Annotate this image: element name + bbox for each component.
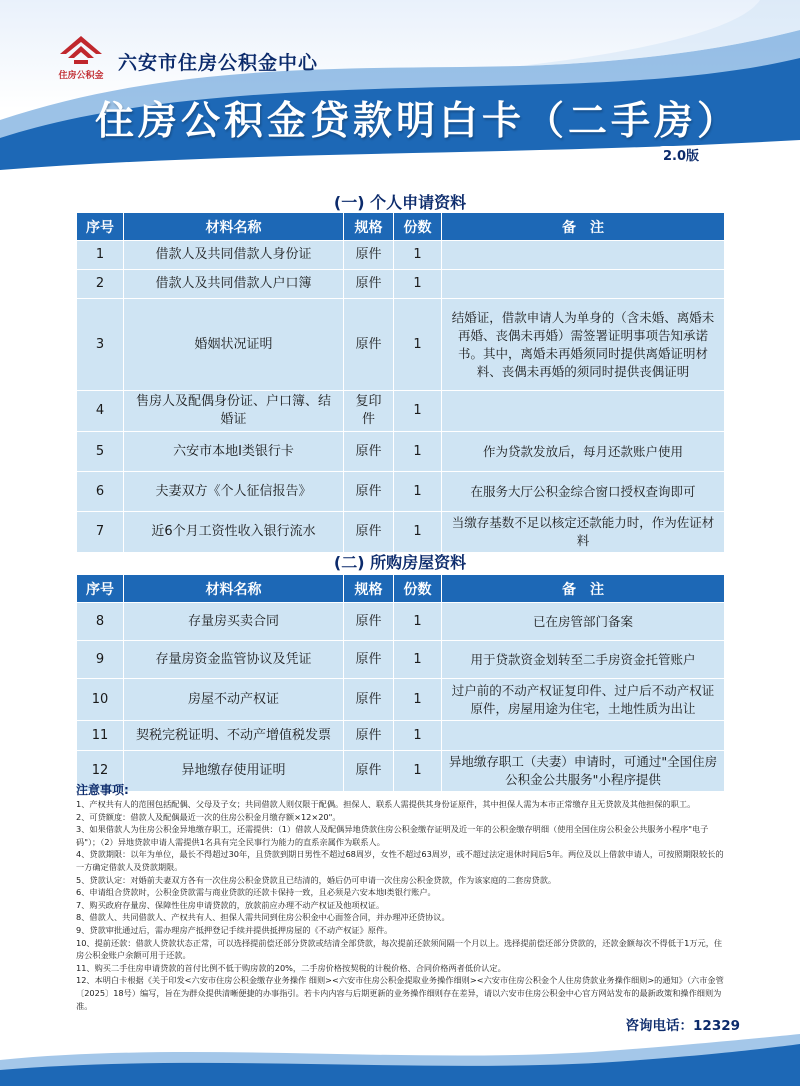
col-header-qty: 份数 [394,213,442,241]
cell-qty: 1 [394,679,442,721]
cell-no: 10 [77,679,124,721]
cell-note: 作为贷款发放后，每月还款账户使用 [442,432,725,472]
cell-name: 存量房买卖合同 [124,603,344,641]
col-header-spec: 规格 [344,213,394,241]
cell-spec: 原件 [344,241,394,270]
cell-name: 存量房资金监管协议及凭证 [124,641,344,679]
table-row [77,241,725,270]
personal-materials-table [76,212,725,553]
table-row [77,679,725,721]
cell-note: 已在房管部门备案 [442,603,725,641]
table-row [77,299,725,391]
cell-name: 借款人及共同借款人户口簿 [124,270,344,299]
note-item: 12、本明白卡根据《关于印发<六安市住房公积金缴存业务操作 细则><六安市住房公积金提取业务操作细则><六安市住房公积金个人住房贷款业务操作细则>的通知》（六市金管〔2025〕18号）编写，旨在为群众提供清晰便捷的办事指引。若卡内内容与后期更新的业务操作细则存在差异，请以六安市住房公积金中心官方网站发布的最新政策和操作细则为准。 [76,975,724,1011]
cell-spec: 原件 [344,432,394,472]
col-header-qty: 份数 [394,575,442,603]
cell-spec: 原件 [344,299,394,391]
logo-text: 住房公积金 [58,71,104,81]
cell-no: 3 [77,299,124,391]
cell-qty: 1 [394,241,442,270]
cell-no: 12 [77,751,124,792]
cell-qty: 1 [394,432,442,472]
section-title-personal: (一) 个人申请资料 [333,193,467,212]
note-item: 11、购买二手住房申请贷款的首付比例不低于购房款的20%，二手房价格按契税的计税价格、合同价格两者低价认定。 [76,962,506,973]
cell-name: 契税完税证明、不动产增值税发票 [124,721,344,751]
cell-qty: 1 [394,299,442,391]
note-item: 5、贷款认定：对婚前夫妻双方各有一次住房公积金贷款且已结清的，婚后仍可申请一次住房公积金贷款，作为该家庭的二套房贷款。 [76,874,557,885]
notes-title: 注意事项: [76,783,129,797]
cell-spec: 原件 [344,603,394,641]
cell-note [442,270,725,299]
cell-note: 在服务大厅公积金综合窗口授权查询即可 [442,472,725,512]
version-badge: 2.0版 [652,146,710,168]
table-header-row [77,575,725,603]
section-title-property: (二) 所购房屋资料 [333,553,467,572]
cell-name: 近6个月工资性收入银行流水 [124,512,344,553]
note-item: 3、如果借款人为住房公积金异地缴存职工，还需提供：（1）借款人及配偶异地贷款住房公积金缴存证明及近一年的公积金缴存明细（使用全国住房公积金公共服务小程序"电子码"）；（2）异地贷款申请人需提供1名具有完全民事行为能力的直系亲属作为联系人。 [76,824,709,847]
col-header-no: 序号 [77,575,124,603]
cell-no: 1 [77,241,124,270]
cell-note: 异地缴存职工（夫妻）申请时，可通过"全国住房公积金公共服务"小程序提供 [442,751,725,792]
cell-qty: 1 [394,603,442,641]
cell-name: 异地缴存使用证明 [124,751,344,792]
table-row [77,721,725,751]
cell-name: 夫妻双方《个人征信报告》 [124,472,344,512]
table-row [77,641,725,679]
notes-section [76,782,726,1012]
cell-name: 婚姻状况证明 [124,299,344,391]
cell-note: 当缴存基数不足以核定还款能力时，作为佐证材料 [442,512,725,553]
table-row [77,391,725,432]
note-item: 10、提前还款：借款人贷款状态正常，可以选择提前偿还部分贷款或结清全部贷款，每次提前还款须间隔一个月以上。选择提前偿还部分贷款的，还款金额每次不得低于1万元，住房公积金账户余额可用于还款。 [76,937,723,961]
cell-spec: 原件 [344,512,394,553]
cell-spec: 复印件 [344,391,394,432]
contact-number[interactable]: 12329 [693,1018,740,1034]
cell-spec: 原件 [344,270,394,299]
cell-note [442,721,725,751]
cell-no: 9 [77,641,124,679]
cell-no: 2 [77,270,124,299]
table-row [77,432,725,472]
cell-spec: 原件 [344,679,394,721]
col-header-name: 材料名称 [124,213,344,241]
cell-qty: 1 [394,472,442,512]
note-item: 4、贷款期限：以年为单位，最长不得超过30年，且贷款到期日男性不超过68周岁，女性不超过63周岁，或不超过法定退休时间后5年。两位及以上借款申请人，可按照期限较长的一方确定借款人及贷款期限。 [76,849,724,872]
cell-qty: 1 [394,721,442,751]
col-header-note: 备 注 [442,575,725,603]
cell-note [442,241,725,270]
cell-no: 4 [77,391,124,432]
cell-spec: 原件 [344,641,394,679]
table-row [77,270,725,299]
cell-note: 用于贷款资金划转至二手房资金托管账户 [442,641,725,679]
col-header-note: 备 注 [442,213,725,241]
cell-name: 房屋不动产权证 [124,679,344,721]
note-item: 2、可贷额度：借款人及配偶最近一次的住房公积金月缴存额×12×20"。 [76,811,341,822]
contact-label: 咨询电话： [625,1018,694,1034]
cell-name: 六安市本地Ⅰ类银行卡 [124,432,344,472]
note-item: 7、购买政府存量房、保障性住房申请贷款的，放款前应办理不动产权证及他项权证。 [76,899,385,910]
cell-name: 借款人及共同借款人身份证 [124,241,344,270]
cell-note: 过户前的不动产权证复印件、过户后不动产权证原件，房屋用途为住宅，土地性质为出让 [442,679,725,721]
cell-no: 8 [77,603,124,641]
cell-note: 结婚证，借款申请人为单身的（含未婚、离婚未再婚、丧偶未再婚）需签署证明事项告知承诺书。其中，离婚未再婚须同时提供离婚证明材料、丧偶未再婚的须同时提供丧偶证明 [442,299,725,391]
note-item: 6、申请组合贷款时，公积金贷款需与商业贷款的还款卡保持一致，且必须是六安本地Ⅰ类银行账户。 [76,887,436,898]
property-materials-table [76,574,725,792]
org-name: 六安市住房公积金中心 [118,52,319,74]
page-title: 住房公积金贷款明白卡（二手房） [95,99,741,144]
cell-qty: 1 [394,391,442,432]
cell-spec: 原件 [344,472,394,512]
col-header-name: 材料名称 [124,575,344,603]
header-banner [0,0,800,182]
cell-spec: 原件 [344,751,394,792]
cell-name: 售房人及配偶身份证、户口簿、结婚证 [124,391,344,432]
table-header-row [77,213,725,241]
cell-note [442,391,725,432]
cell-qty: 1 [394,641,442,679]
cell-no: 6 [77,472,124,512]
col-header-no: 序号 [77,213,124,241]
cell-no: 5 [77,432,124,472]
note-item: 8、借款人、共同借款人、产权共有人、担保人需共同到住房公积金中心面签合同，并办理冲还贷协议。 [76,912,450,923]
footer-wave [0,1030,800,1086]
table-row [77,472,725,512]
note-item: 9、贷款审批通过后，需办理房产抵押登记手续并提供抵押房屋的《不动产权证》原件。 [76,924,393,935]
cell-qty: 1 [394,512,442,553]
cell-qty: 1 [394,751,442,792]
cell-no: 11 [77,721,124,751]
cell-spec: 原件 [344,721,394,751]
table-row [77,603,725,641]
cell-qty: 1 [394,270,442,299]
col-header-spec: 规格 [344,575,394,603]
table-row [77,512,725,553]
cell-no: 7 [77,512,124,553]
note-item: 1、产权共有人的范围包括配偶、父母及子女；共同借款人则仅限于配偶。担保人、联系人需提供其身份证原件，其中担保人需为本市正常缴存且无贷款及其他担保的职工。 [76,799,696,809]
